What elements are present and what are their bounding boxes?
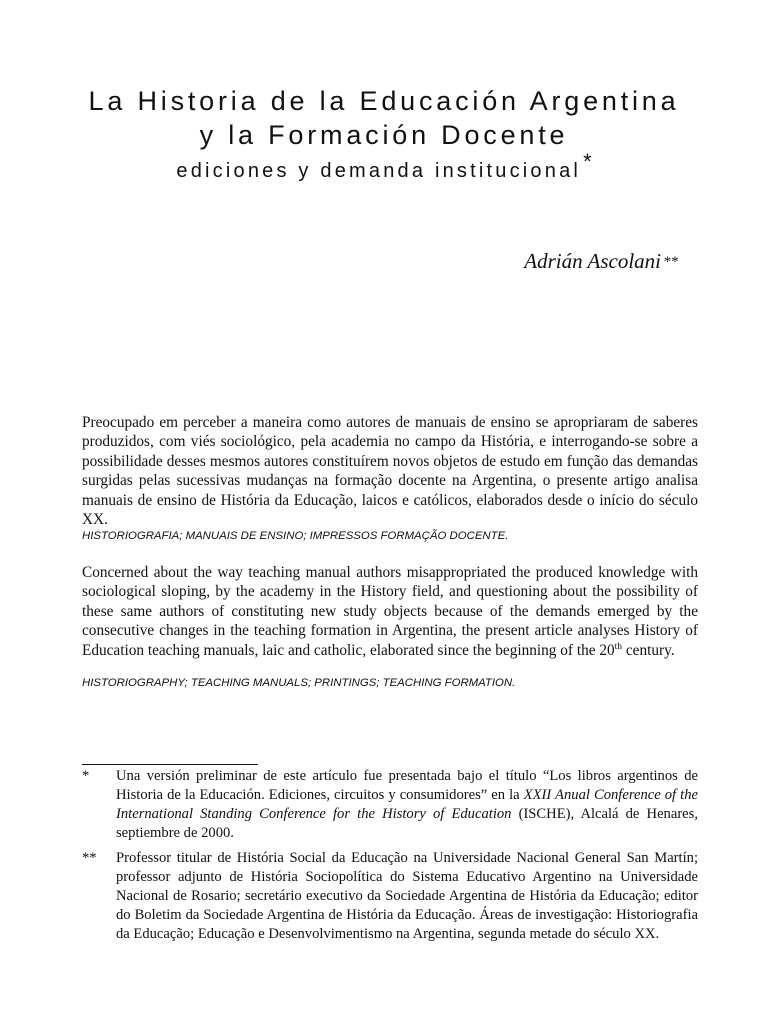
abstract-portuguese: Preocupado em perceber a maneira como autores de manuais de ensino se apropriaram de saberes produzidos, com viés sociológico, pela academia no campo da História, e interrogando-se sobre a possibilidade desses mesmos autores constituírem novos objetos de estudo em função das demandas surgidas pelas sucessivas mudanças na formação docente na Argentina, o presente artigo analisa manuais de ensino de História da Educação, laicos e católicos, elaborados desde o início do século XX. <box>82 414 698 529</box>
subtitle-footnote-marker: * <box>583 149 592 174</box>
abstract-english-text: Concerned about the way teaching manual authors misappropriated the produced knowledge with sociological sloping, by the academy in the History field, and questioning about the possibility of these same authors of constituting new study objects because of the demands emerged by the consecutive changes in the teaching formation in Argentina, the present article analyses History of Education teaching manuals, laic and catholic, elaborated since the beginning of the 20 <box>82 564 698 659</box>
footnote-1-conference-title: XXII Anual Conference of the International Standing Conference for the History of Education <box>116 787 698 822</box>
footnote-1-text <box>116 767 698 843</box>
footnote-1 <box>82 767 698 843</box>
abstract-english <box>82 563 698 663</box>
footnote-1-text-after: (ISCHE), Alcalá de Henares, septiembre de 2000. <box>116 806 698 841</box>
keywords-english: HISTORIOGRAPHY; TEACHING MANUALS; PRINTINGS; TEACHING FORMATION. <box>82 677 516 689</box>
footnote-2-text: Professor titular de História Social da Educação na Universidade Nacional General San Martín; professor adjunto de História Sociopolítica do Sistema Educativo Argentino na Universidade Nacional de Rosario; secretário executivo da Sociedade Argentina de História da Educação; editor do Boletim da Sociedade Argentina de História da Educação. Áreas de investigação: Historiografia da Educação; Educação e Desenvolvimentismo na Argentina, segunda metade do século XX. <box>116 850 698 942</box>
footnote-2-marker: ** <box>82 850 97 866</box>
author-name-text: Adrián Ascolani <box>524 249 661 273</box>
ordinal-superscript: th <box>614 641 623 652</box>
title-block <box>0 84 768 185</box>
title-line-2: y la Formación Docente <box>199 120 569 150</box>
footnote-1-text-before: Una versión preliminar de este artículo fue presentada bajo el título “Los libros argentinos de Historia de la Educación. Ediciones, circuitos y consumidores” en la <box>116 768 698 803</box>
title-line-1: La Historia de la Educación Argentina <box>88 86 680 116</box>
author-name <box>524 249 678 274</box>
footnote-1-marker: * <box>82 768 90 784</box>
author-footnote-marker: ** <box>663 254 678 270</box>
footnote-2 <box>82 849 698 944</box>
footnote-divider <box>82 764 258 765</box>
subtitle-text: ediciones y demanda institucional <box>176 160 582 182</box>
subtitle <box>0 149 768 185</box>
keywords-portuguese: HISTORIOGRAFIA; MANUAIS DE ENSINO; IMPRESSOS FORMAÇÃO DOCENTE. <box>82 530 509 542</box>
abstract-english-end: century. <box>622 641 675 659</box>
